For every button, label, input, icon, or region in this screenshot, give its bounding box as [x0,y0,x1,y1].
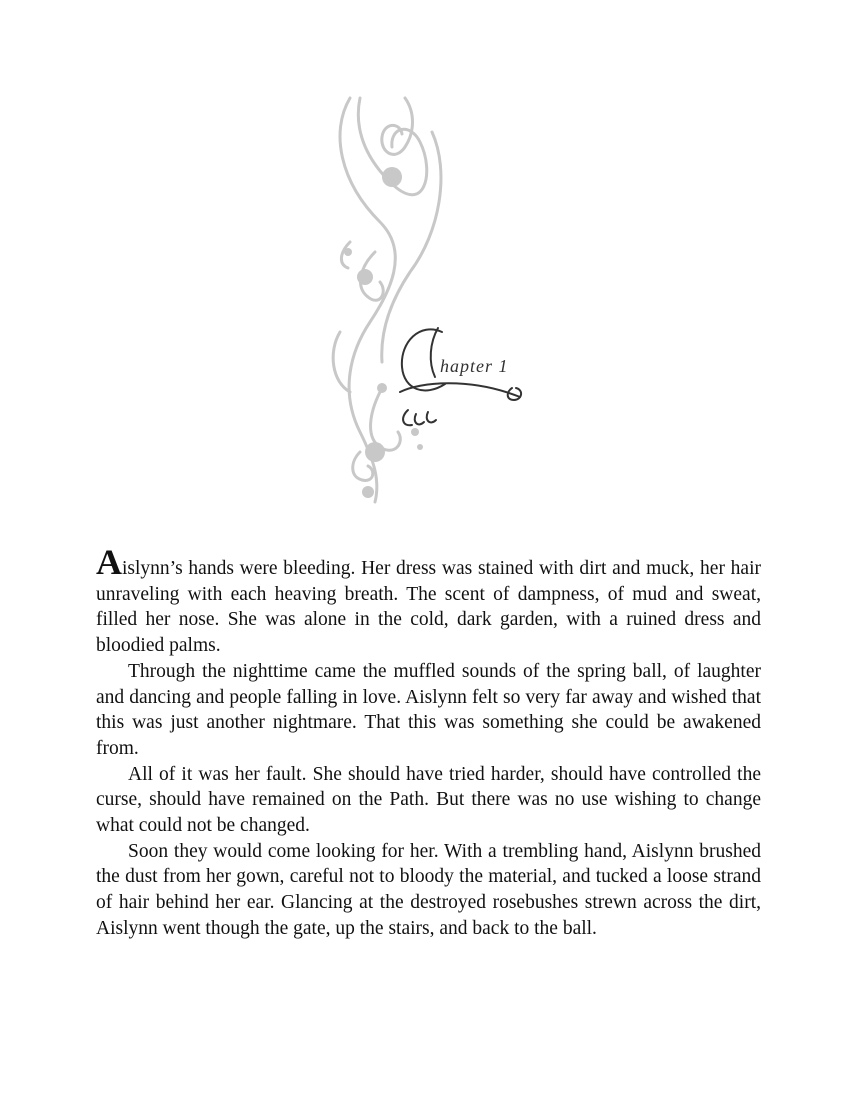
chapter-body [96,542,761,942]
paragraph-1 [96,542,761,659]
paragraph-3: All of it was her fault. She should have tried harder, should have controlled the curse, should have remained on the Path. But there was no use wishing to change what could not be changed. [96,763,761,837]
paragraph-1-text: islynn’s hands were bleeding. Her dress was stained with dirt and muck, her hair unraveling with each heaving breath. The scent of dampness, of mud and sweat, filled her nose. She was alone in the cold, dark garden, with a ruined dress and bloodied palms. [96,558,761,657]
chapter-flourish-ornament [320,92,540,512]
chapter-heading: hapter 1 [440,356,509,376]
paragraph-4: Soon they would come looking for her. With a trembling hand, Aislynn brushed the dust from her gown, careful not to bloody the material, and tucked a loose strand of hair behind her ear. Glancing at the destroyed rosebushes strewn across the dirt, Aislynn went though the gate, up the stairs, and back to the ball. [96,840,761,939]
paragraph-2: Through the nighttime came the muffled sounds of the spring ball, of laughter and dancing and people falling in love. Aislynn felt so very far away and wished that this was just another nightmare. That this was something she could be awakened from. [96,660,761,759]
drop-cap: A [96,542,122,582]
